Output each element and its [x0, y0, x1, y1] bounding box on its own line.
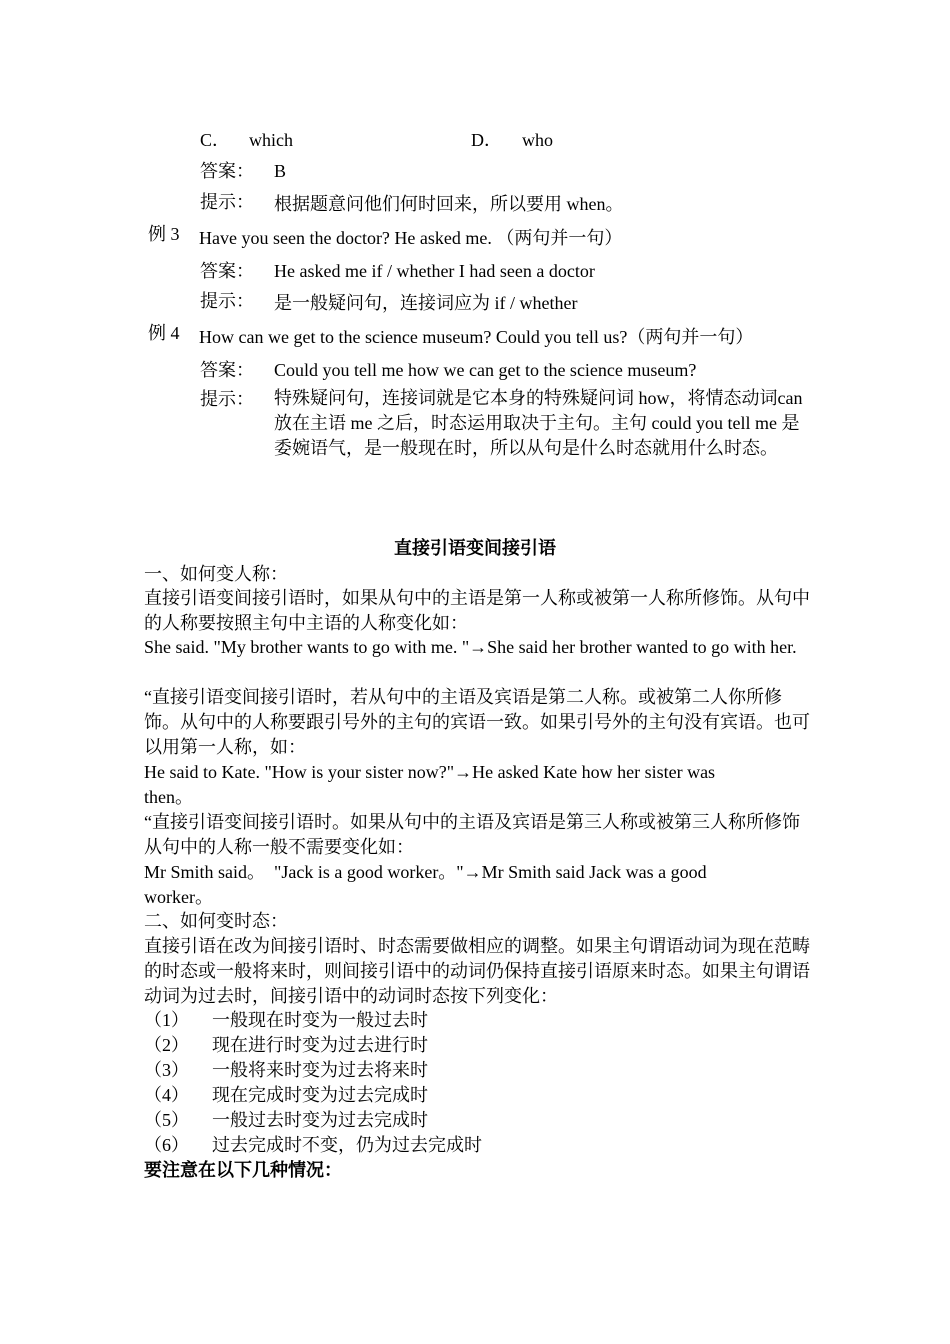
ex2-answer: B: [274, 161, 287, 181]
list-item-number: （2）: [144, 1035, 189, 1055]
list-item-number: （5）: [144, 1110, 189, 1130]
ex2-hint-label: 提示：: [200, 192, 254, 212]
list-item-number: （1）: [144, 1010, 189, 1030]
ex3-answer-label: 答案：: [200, 261, 254, 281]
note-heading: 要注意在以下几种情况：: [144, 1160, 342, 1180]
example-person-second: He said to Kate. "How is your sister now?"→He asked Kate how her sister was then。: [144, 762, 716, 807]
example-person-first: She said. "My brother wants to go with me. "→She said her brother wanted to go with her.: [144, 637, 797, 657]
list-item-text: 一般现在时变为一般过去时: [212, 1010, 428, 1030]
option-c-text: which: [249, 130, 293, 150]
list-item-text: 过去完成时不变，仍为过去完成时: [212, 1135, 482, 1155]
ex3-answer: He asked me if / whether I had seen a doctor: [274, 261, 595, 281]
option-c-letter: C．: [200, 130, 231, 150]
heading-person: 一、如何变人称：: [144, 564, 288, 584]
paragraph-person-second: “直接引语变间接引语时，若从句中的主语及宾语是第二人称。或被第二人你所修饰。从句中的人称要跟引号外的主句的宾语一致。如果引号外的主句没有宾语。也可以用第一人称，如：: [144, 687, 810, 757]
ex4-number: 例 4: [148, 323, 180, 343]
ex4-answer-label: 答案：: [200, 360, 254, 380]
ex4-hint: 特殊疑问句，连接词就是它本身的特殊疑问词 how，将情态动词can 放在主语 me 之后，时态运用取决于主句。主句 could you tell me 是委婉语气，是一般现在时，所以从句是什么时态就用什么时态。: [274, 388, 803, 458]
list-item-number: （6）: [144, 1135, 189, 1155]
section-title: 直接引语变间接引语: [394, 538, 556, 558]
option-d-text: who: [522, 130, 553, 150]
paragraph-person-third: “直接引语变间接引语时。如果从句中的主语及宾语是第三人称或被第三人称所修饰从句中的人称一般不需要变化如：: [144, 812, 800, 857]
option-d-letter: D．: [471, 130, 502, 150]
heading-tense: 二、如何变时态：: [144, 911, 288, 931]
ex2-answer-label: 答案：: [200, 161, 254, 181]
paragraph-tense: 直接引语在改为间接引语时、时态需要做相应的调整。如果主句谓语动词为现在范畴的时态或一般将来时，则间接引语中的动词仍保持直接引语原来时态。如果主句谓语动词为过去时，间接引语中的动词时态按下列变化：: [144, 936, 810, 1006]
ex4-hint-label: 提示：: [200, 389, 254, 409]
list-item-text: 现在进行时变为过去进行时: [212, 1035, 428, 1055]
list-item-text: 一般将来时变为过去将来时: [212, 1060, 428, 1080]
ex4-question: How can we get to the science museum? Could you tell us?（两句并一句）: [199, 327, 754, 347]
list-item-text: 一般过去时变为过去完成时: [212, 1110, 428, 1130]
ex3-question: Have you seen the doctor? He asked me. （两句并一句）: [199, 228, 623, 248]
example-person-third: Mr Smith said。 "Jack is a good worker。"→Mr Smith said Jack was a good worker。: [144, 862, 707, 907]
list-item-text: 现在完成时变为过去完成时: [212, 1085, 428, 1105]
ex2-hint: 根据题意问他们何时回来，所以要用 when。: [274, 194, 624, 214]
ex3-hint: 是一般疑问句，连接词应为 if / whether: [274, 293, 578, 313]
ex3-hint-label: 提示：: [200, 291, 254, 311]
ex4-answer: Could you tell me how we can get to the science museum?: [274, 360, 697, 380]
list-item-number: （3）: [144, 1060, 189, 1080]
paragraph-person-first: 直接引语变间接引语时，如果从句中的主语是第一人称或被第一人称所修饰。从句中的人称要按照主句中主语的人称变化如：: [144, 588, 810, 633]
ex3-number: 例 3: [148, 224, 180, 244]
list-item-number: （4）: [144, 1085, 189, 1105]
